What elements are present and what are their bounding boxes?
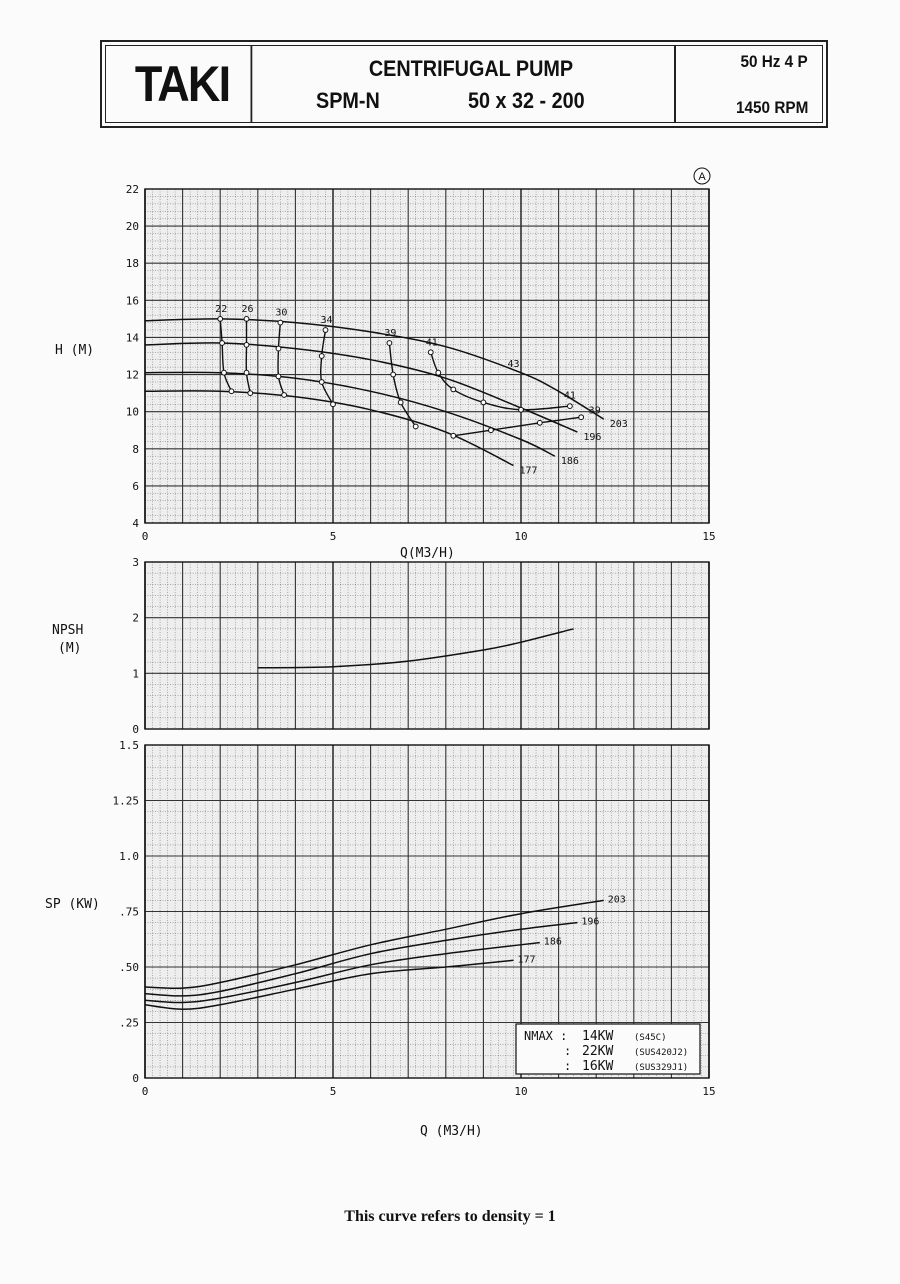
head-y-tick-label: 20 xyxy=(125,220,139,234)
efficiency-marker xyxy=(519,407,524,412)
power-y-tick-label: .25 xyxy=(119,1016,139,1030)
efficiency-marker xyxy=(489,428,494,433)
efficiency-marker xyxy=(413,424,418,429)
power-curve-label-186: 186 xyxy=(543,936,562,948)
efficiency-label-26: 26 xyxy=(241,303,254,315)
power-curve-label-177: 177 xyxy=(517,954,536,966)
chart-title: CENTRIFUGAL PUMP xyxy=(368,56,574,81)
head-curve-label-186: 186 xyxy=(560,456,579,468)
power-y-tick-label: 1.0 xyxy=(119,850,139,863)
head-y-axis-label: H (M) xyxy=(55,343,95,358)
efficiency-marker xyxy=(319,354,324,359)
npsh-plot-area xyxy=(145,562,709,729)
efficiency-marker xyxy=(323,328,328,333)
efficiency-marker xyxy=(436,370,441,375)
brand-logo: TAKI xyxy=(114,46,253,122)
head-x-tick-label: 15 xyxy=(702,530,716,543)
head-curve-label-203: 203 xyxy=(609,419,628,431)
nmax-row-prefix: : xyxy=(564,1044,572,1058)
power-x-tick-label: 10 xyxy=(514,1085,528,1098)
npsh-y-tick-label: 1 xyxy=(132,667,139,681)
power-y-axis-label: SP (KW) xyxy=(45,897,100,912)
power-y-tick-label: 1.25 xyxy=(112,794,139,808)
npsh-y-tick-label: 3 xyxy=(132,556,139,569)
frequency-label: 50 Hz 4 P xyxy=(740,52,808,71)
head-y-tick-label: 6 xyxy=(132,479,139,493)
npsh-y-axis-unit: (M) xyxy=(58,641,82,656)
efficiency-marker xyxy=(428,350,433,355)
efficiency-label-30: 30 xyxy=(275,307,288,319)
efficiency-marker xyxy=(229,389,234,394)
efficiency-marker xyxy=(244,342,249,347)
efficiency-marker xyxy=(331,402,336,407)
efficiency-marker xyxy=(220,341,225,346)
head-x-tick-label: 5 xyxy=(329,530,337,543)
power-curve-label-196: 196 xyxy=(581,916,600,928)
nmax-row-material: (SUS420J2) xyxy=(634,1048,689,1058)
efficiency-marker xyxy=(451,433,456,438)
head-curve-label-177: 177 xyxy=(519,465,538,477)
efficiency-marker xyxy=(391,372,396,377)
efficiency-marker xyxy=(278,320,283,325)
rpm-label: 1450 RPM xyxy=(735,98,808,117)
power-x-axis-label: Q (M3/H) xyxy=(420,1124,483,1139)
nmax-row-value: 14KW xyxy=(582,1029,614,1044)
head-plot-area xyxy=(145,189,709,523)
efficiency-label-43: 43 xyxy=(507,359,520,371)
head-y-tick-label: 12 xyxy=(125,368,139,382)
efficiency-marker xyxy=(222,370,227,375)
power-y-tick-label: 0 xyxy=(132,1072,139,1085)
nmax-row-value: 22KW xyxy=(582,1044,614,1059)
power-x-tick-label: 0 xyxy=(141,1085,149,1098)
corner-mark-label: A xyxy=(698,171,706,183)
efficiency-marker xyxy=(387,341,392,346)
model-name: SPM-N xyxy=(316,88,380,113)
efficiency-label-41: 41 xyxy=(425,337,438,349)
efficiency-marker xyxy=(567,404,572,409)
nmax-row-prefix: : xyxy=(564,1059,572,1073)
npsh-y-tick-label: 0 xyxy=(132,723,139,736)
head-curve-label-196: 196 xyxy=(583,432,602,444)
efficiency-marker xyxy=(451,387,456,392)
efficiency-marker xyxy=(248,391,253,396)
nmax-row-value: 16KW xyxy=(582,1059,614,1074)
nmax-row-material: (SUS329J1) xyxy=(634,1063,689,1073)
head-y-tick-label: 18 xyxy=(125,257,139,271)
head-y-tick-label: 4 xyxy=(132,517,139,530)
head-x-tick-label: 10 xyxy=(514,530,528,543)
efficiency-marker xyxy=(481,400,486,405)
power-y-tick-label: 1.5 xyxy=(119,739,139,752)
efficiency-marker xyxy=(282,393,287,398)
head-y-tick-label: 16 xyxy=(125,294,139,308)
efficiency-label-39-right: 39 xyxy=(588,405,601,417)
power-curve-label-203: 203 xyxy=(607,894,626,906)
power-x-tick-label: 15 xyxy=(702,1085,716,1098)
pump-size: 50 x 32 - 200 xyxy=(468,88,585,113)
efficiency-marker xyxy=(218,316,223,321)
efficiency-marker xyxy=(244,316,249,321)
nmax-row-prefix: NMAX : xyxy=(524,1029,568,1043)
head-y-tick-label: 14 xyxy=(125,331,139,345)
head-x-tick-label: 0 xyxy=(141,530,149,543)
nmax-row-material: (S45C) xyxy=(634,1033,667,1043)
efficiency-marker xyxy=(319,380,324,385)
npsh-y-axis-label: NPSH xyxy=(52,623,84,638)
efficiency-marker xyxy=(398,400,403,405)
power-y-tick-label: .75 xyxy=(119,905,139,919)
efficiency-label-41-right: 41 xyxy=(563,390,576,402)
efficiency-label-34: 34 xyxy=(320,315,333,327)
power-x-tick-label: 5 xyxy=(329,1085,337,1098)
efficiency-marker xyxy=(276,374,281,379)
density-footnote: This curve refers to density = 1 xyxy=(344,1208,556,1225)
head-y-tick-label: 22 xyxy=(125,183,139,196)
efficiency-marker xyxy=(244,370,249,375)
head-y-tick-label: 8 xyxy=(132,442,139,456)
efficiency-marker xyxy=(276,346,281,351)
efficiency-marker xyxy=(537,420,542,425)
npsh-y-tick-label: 2 xyxy=(132,611,139,625)
efficiency-label-39: 39 xyxy=(384,328,397,340)
head-y-tick-label: 10 xyxy=(125,405,139,419)
power-y-tick-label: .50 xyxy=(119,961,139,974)
efficiency-marker xyxy=(579,415,584,420)
efficiency-label-22: 22 xyxy=(215,303,228,315)
head-x-axis-label: Q(M3/H) xyxy=(400,546,455,561)
